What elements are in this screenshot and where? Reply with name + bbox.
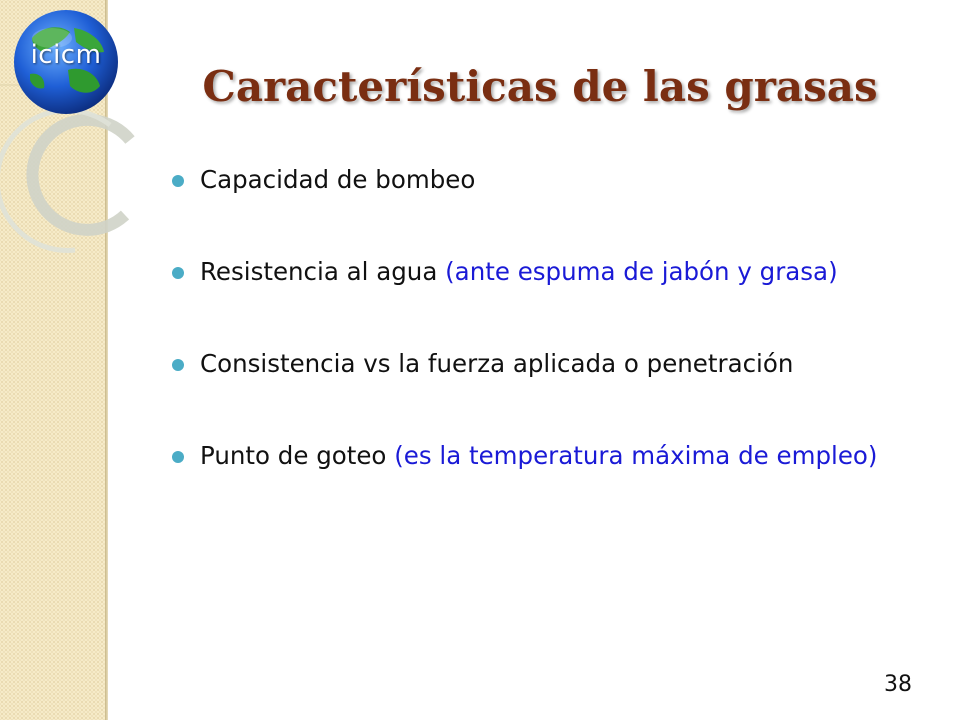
bullet-text: Punto de goteo: [200, 441, 395, 470]
bullet-text: Capacidad de bombeo: [200, 165, 476, 194]
bullet-item-goteo: [170, 436, 930, 476]
bullet-text: Resistencia al agua: [200, 257, 446, 286]
logo-text: icicm: [30, 40, 102, 70]
page-number: 38: [884, 672, 912, 697]
bullet-marker-icon: [172, 359, 184, 371]
bullet-list: [170, 160, 930, 528]
bullet-note: (es la temperatura máxima de empleo): [394, 441, 878, 470]
bullet-item-consistencia: [170, 344, 930, 384]
bullet-item-capacidad: [170, 160, 930, 200]
bullet-marker-icon: [172, 267, 184, 279]
bullet-marker-icon: [172, 451, 184, 463]
slide-title: Características de las grasas: [202, 62, 878, 111]
bullet-marker-icon: [172, 175, 184, 187]
bullet-text: Consistencia vs la fuerza aplicada o penetración: [200, 349, 794, 378]
bullet-item-resistencia: [170, 252, 930, 292]
bullet-note: (ante espuma de jabón y grasa): [445, 257, 838, 286]
